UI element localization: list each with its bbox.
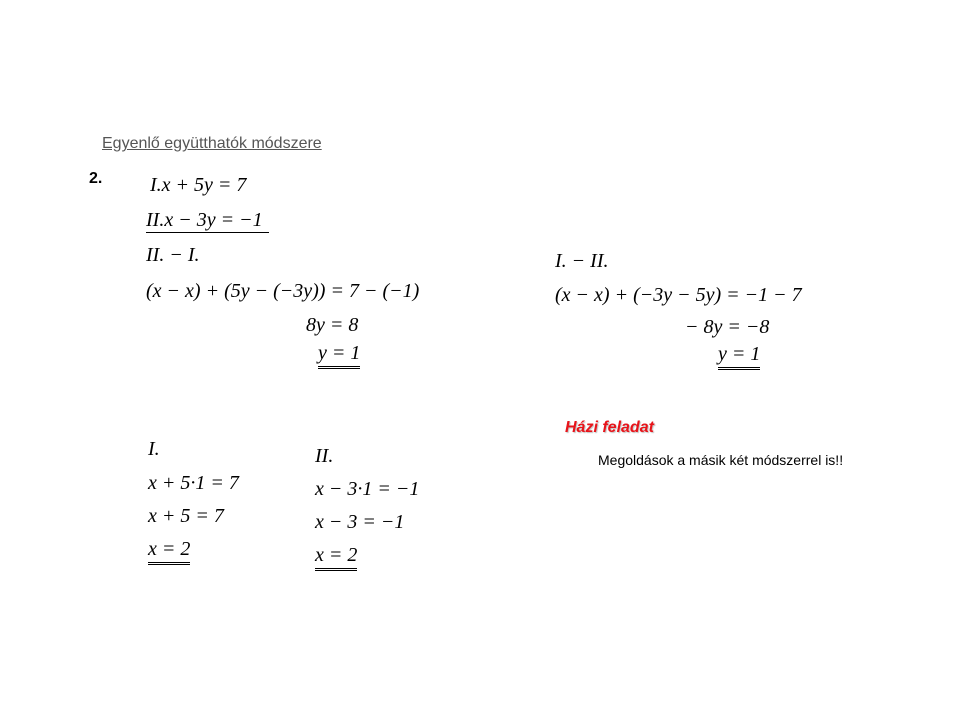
method2-result: y = 1 — [718, 343, 760, 370]
page-title: Egyenlő együtthatók módszere — [102, 135, 322, 152]
homework-text: Megoldások a másik két módszerrel is!! — [598, 452, 844, 468]
method2-step2: − 8y = −8 — [685, 316, 770, 338]
substitute2-step2: x − 3 = −1 — [315, 511, 405, 533]
method2-step1: (x − x) + (−3y − 5y) = −1 − 7 — [555, 284, 802, 306]
substitute1-step2: x + 5 = 7 — [148, 505, 224, 527]
method1-step2: 8y = 8 — [306, 314, 359, 336]
substitute2-label: II. — [315, 445, 334, 467]
equation-2: II.x − 3y = −1 — [146, 209, 269, 233]
problem-number: 2. — [89, 170, 103, 187]
substitute1-step1: x + 5·1 = 7 — [148, 472, 239, 494]
equation-1: I.x + 5y = 7 — [150, 174, 247, 196]
method2-label: I. − II. — [555, 250, 609, 272]
method1-step1: (x − x) + (5y − (−3y)) = 7 − (−1) — [146, 280, 420, 302]
substitute1-label: I. — [148, 438, 160, 460]
substitute1-result: x = 2 — [148, 538, 190, 565]
method1-result: y = 1 — [318, 342, 360, 369]
substitute2-result: x = 2 — [315, 544, 357, 571]
method1-label: II. − I. — [146, 244, 200, 266]
substitute2-step1: x − 3·1 = −1 — [315, 478, 420, 500]
homework-title: Házi feladat — [565, 419, 654, 436]
